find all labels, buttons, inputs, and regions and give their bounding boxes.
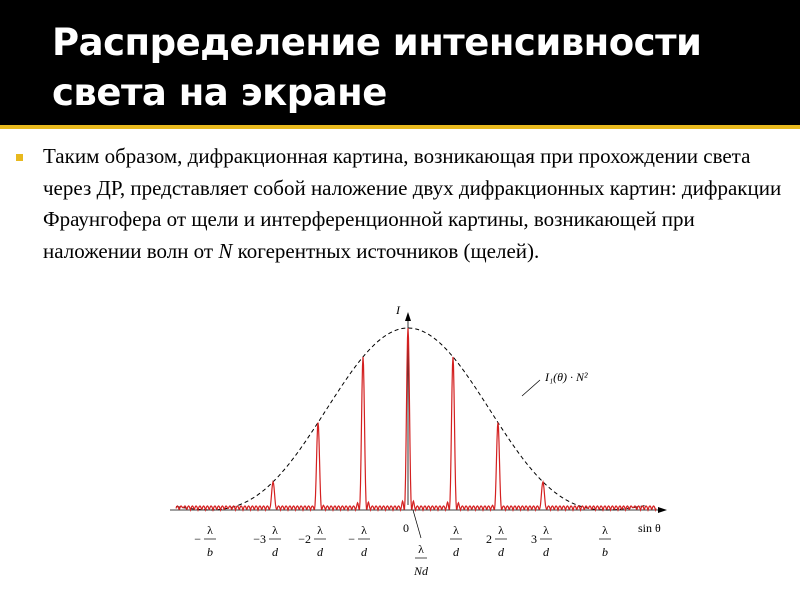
envelope-label: I₁(θ) · N² xyxy=(545,370,588,384)
origin-label: 0 xyxy=(403,521,409,535)
title-bar xyxy=(0,0,800,124)
x-axis-label: sin θ xyxy=(638,521,661,535)
tick-numerator: λ xyxy=(361,523,367,537)
tick-denominator: b xyxy=(602,545,608,559)
tick-denominator: d xyxy=(453,545,459,559)
slide-title xyxy=(52,18,772,118)
tick-label-4 xyxy=(413,542,429,578)
paragraph-text-2: когерентных источников (щелей). xyxy=(232,238,540,263)
tick-denominator: d xyxy=(272,545,278,559)
tick-coefficient: − xyxy=(194,532,201,546)
tick-numerator: λ xyxy=(272,523,278,537)
bullet-paragraph xyxy=(43,141,795,267)
tick-label-3 xyxy=(348,523,370,559)
tick-numerator: λ xyxy=(207,523,213,537)
intensity-curve xyxy=(176,328,656,510)
tick-denominator: d xyxy=(498,545,504,559)
paragraph-variable-n: N xyxy=(218,238,233,263)
tick-numerator: λ xyxy=(418,542,424,556)
tick-coefficient: 2 xyxy=(486,532,492,546)
tick-label-2 xyxy=(298,523,326,559)
tick-label-5 xyxy=(450,523,462,559)
y-axis-label: I xyxy=(396,303,400,317)
tick-label-8 xyxy=(599,523,611,559)
y-axis-arrow-icon xyxy=(405,312,411,321)
paragraph-text-1: Таким образом, дифракционная картина, возникающая при прохождении света через ДР, представляет собой наложение двух дифракционных картин: дифракции Фраунгофера от щели и интерференционной картины, возникающей при наложении волн от xyxy=(43,144,782,263)
tick-denominator: d xyxy=(361,545,367,559)
tick-denominator: d xyxy=(317,545,323,559)
tick-label-0 xyxy=(194,523,216,559)
tick-denominator: d xyxy=(543,545,549,559)
tick-label-6 xyxy=(486,523,507,559)
tick-numerator: λ xyxy=(543,523,549,537)
tick-coefficient: 3 xyxy=(531,532,537,546)
tick-numerator: λ xyxy=(602,523,608,537)
first-minimum-pointer xyxy=(413,510,421,538)
tick-numerator: λ xyxy=(317,523,323,537)
tick-label-7 xyxy=(531,523,552,559)
bullet-marker-icon xyxy=(16,154,23,161)
tick-coefficient: −2 xyxy=(298,532,311,546)
tick-label-1 xyxy=(253,523,281,559)
tick-coefficient: −3 xyxy=(253,532,266,546)
tick-numerator: λ xyxy=(453,523,459,537)
slide-title-line-2: света на экране xyxy=(52,71,387,114)
intensity-diagram xyxy=(160,298,680,583)
envelope-label-pointer xyxy=(522,380,540,396)
tick-coefficient: − xyxy=(348,532,355,546)
tick-numerator: λ xyxy=(498,523,504,537)
tick-denominator: b xyxy=(207,545,213,559)
slide-title-line-1: Распределение интенсивности xyxy=(52,21,702,64)
tick-denominator: Nd xyxy=(413,564,429,578)
x-axis-arrow-icon xyxy=(658,507,667,513)
